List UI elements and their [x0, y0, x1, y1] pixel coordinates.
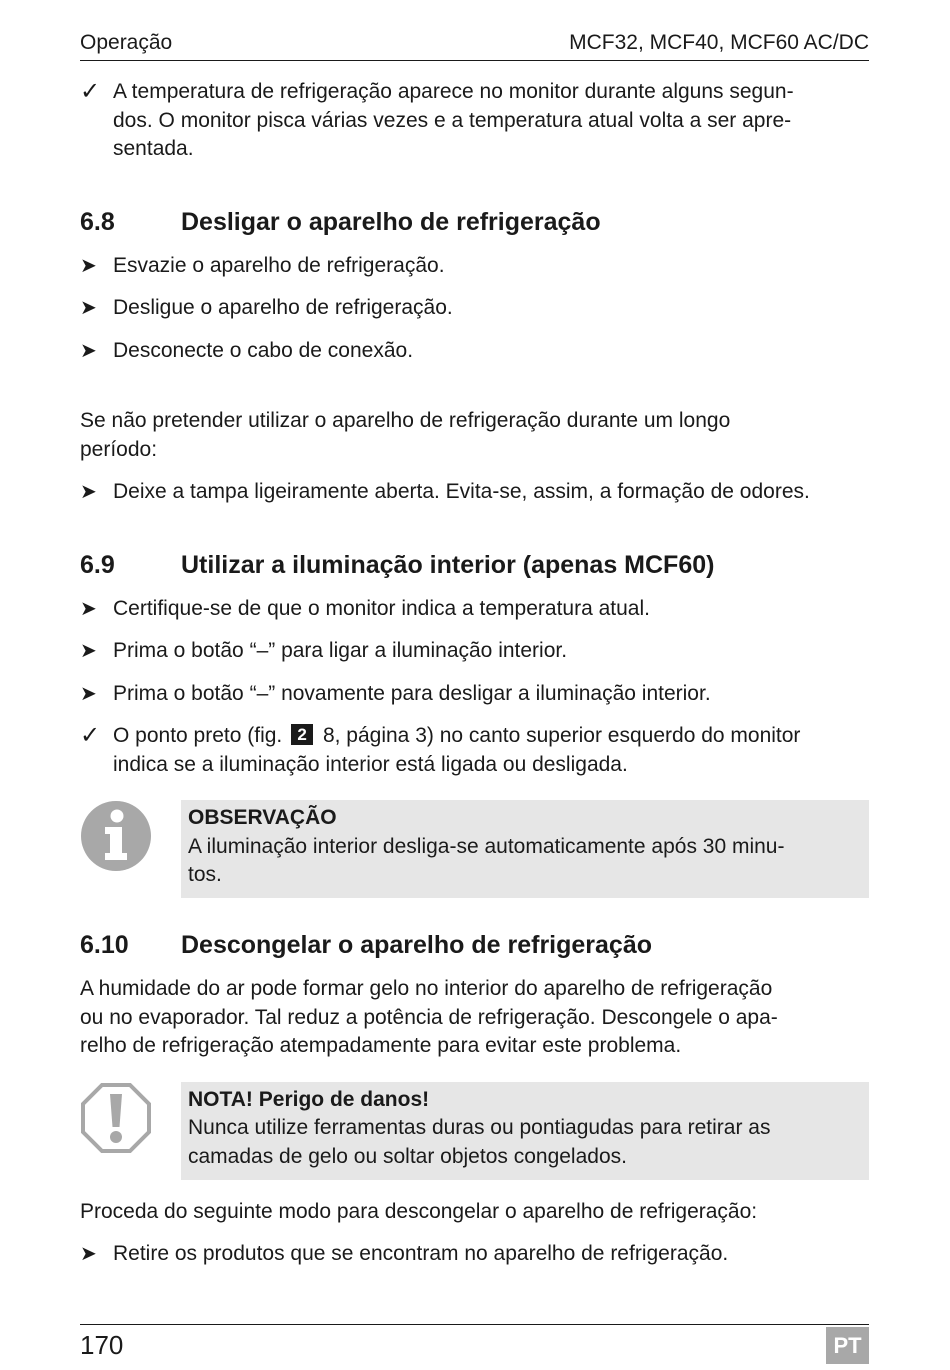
section-title: Desligar o aparelho de refrigeração [181, 207, 601, 236]
step-item [80, 637, 869, 666]
procedure-intro: Proceda do seguinte modo para descongelar o aparelho de refrigeração: [80, 1199, 758, 1223]
result-text: O ponto preto (fig. [113, 724, 283, 747]
section-heading-6-9 [80, 549, 869, 581]
step-text: Prima o botão “–” novamente para desligar a iluminação interior. [113, 681, 711, 705]
arrow-step-icon: ➤ [80, 1243, 97, 1265]
step-text: Retire os produtos que se encontram no aparelho de refrigeração. [113, 1242, 729, 1265]
step-text: Desligue o aparelho de refrigeração. [113, 296, 453, 319]
section-number: 6.9 [80, 550, 115, 579]
step-item [80, 337, 869, 366]
info-icon [80, 800, 152, 872]
note-line: A iluminação interior desliga-se automaticamente após 30 minu- [188, 834, 785, 858]
arrow-step-icon: ➤ [80, 481, 97, 503]
section-heading-6-8 [80, 206, 869, 238]
note-block [80, 800, 869, 898]
step-item [80, 478, 869, 507]
body-paragraph [80, 975, 869, 1061]
result-line: dos. O monitor pisca várias vezes e a temperatura atual volta a ser apre- [113, 108, 792, 132]
step-text: Esvazie o aparelho de refrigeração. [113, 253, 445, 277]
result-line: A temperatura de refrigeração aparece no monitor durante alguns segun- [113, 80, 794, 103]
warning-title: NOTA! Perigo de danos! [188, 1087, 430, 1111]
arrow-step-icon: ➤ [80, 682, 97, 705]
page-content [80, 78, 869, 1269]
section-title: Descongelar o aparelho de refrigeração [181, 931, 653, 959]
result-text: 8, página 3) no canto superior esquerdo do monitor [322, 724, 801, 747]
step-text: Certifique-se de que o monitor indica a temperatura atual. [113, 596, 650, 620]
arrow-step-icon: ➤ [80, 597, 97, 620]
section-number: 6.8 [80, 207, 115, 236]
footer-divider [80, 1324, 869, 1325]
warning-block [80, 1082, 869, 1180]
result-item [80, 722, 869, 779]
arrow-step-icon: ➤ [80, 640, 97, 662]
figure-reference-badge: 2 [291, 724, 313, 745]
section-heading-6-10 [80, 929, 869, 961]
arrow-step-icon: ➤ [80, 339, 97, 362]
check-icon: ✓ [80, 78, 101, 105]
paragraph-line: Se não pretender utilizar o aparelho de refrigeração durante um longo [80, 409, 731, 432]
note-line: tos. [188, 863, 222, 886]
result-item [80, 78, 869, 164]
note-box [181, 800, 869, 898]
step-item [80, 680, 869, 709]
header-section: Operação [80, 31, 173, 54]
paragraph-line: ou no evaporador. Tal reduz a potência de refrigeração. Descongele o apa- [80, 1005, 778, 1029]
check-icon: ✓ [80, 722, 101, 749]
step-item [80, 252, 869, 281]
warning-octagon-icon [80, 1082, 152, 1154]
section-number: 6.10 [80, 931, 129, 959]
page-header [80, 28, 869, 61]
step-item [80, 595, 869, 624]
warning-box [181, 1082, 869, 1180]
step-text: Prima o botão “–” para ligar a iluminação interior. [113, 639, 568, 662]
language-tab: PT [826, 1327, 869, 1364]
arrow-step-icon: ➤ [80, 297, 97, 319]
body-paragraph [80, 407, 869, 464]
step-text: Deixe a tampa ligeiramente aberta. Evita-se, assim, a formação de odores. [113, 480, 810, 503]
page-number: 170 [80, 1330, 124, 1360]
section-title: Utilizar a iluminação interior (apenas MCF60) [181, 550, 715, 579]
step-text: Desconecte o cabo de conexão. [113, 338, 414, 362]
header-models: MCF32, MCF40, MCF60 AC/DC [569, 31, 869, 54]
arrow-step-icon: ➤ [80, 254, 97, 277]
result-line: indica se a iluminação interior está ligada ou desligada. [113, 752, 628, 776]
step-item [80, 1240, 869, 1269]
paragraph-line: A humidade do ar pode formar gelo no interior do aparelho de refrigeração [80, 977, 773, 1000]
paragraph-line: período: [80, 437, 158, 461]
paragraph-line: relho de refrigeração atempadamente para evitar este problema. [80, 1034, 682, 1057]
warning-line: camadas de gelo ou soltar objetos congelados. [188, 1144, 627, 1168]
warning-line: Nunca utilize ferramentas duras ou pontiagudas para retirar as [188, 1116, 771, 1139]
result-line: sentada. [113, 137, 194, 160]
note-title: OBSERVAÇÃO [188, 806, 337, 829]
step-item [80, 294, 869, 323]
manual-page [80, 0, 869, 1370]
result-line [113, 722, 869, 751]
